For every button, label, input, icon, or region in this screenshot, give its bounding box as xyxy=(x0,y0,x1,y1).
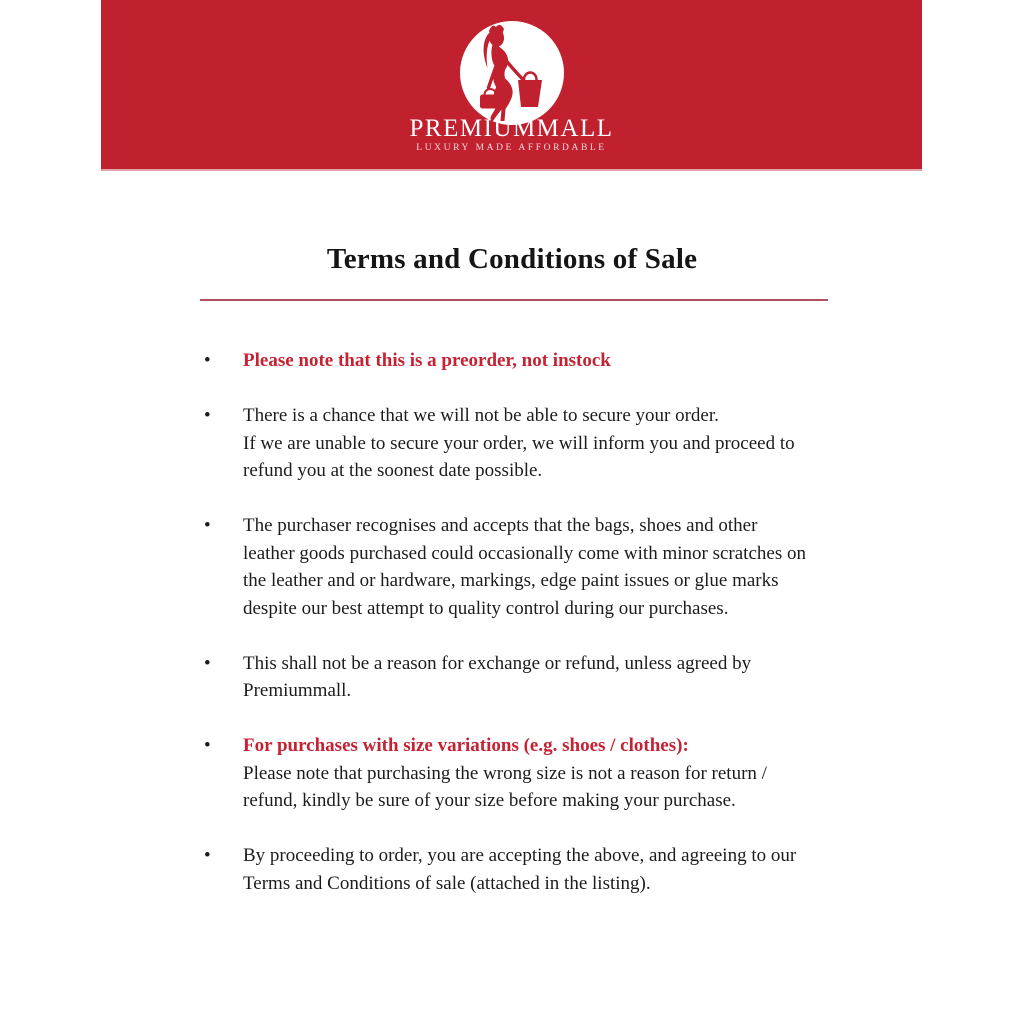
term-line: Terms and Conditions of sale (attached in the listing). xyxy=(243,872,651,894)
title-divider xyxy=(200,299,828,301)
bullet-marker: • xyxy=(204,735,211,756)
term-line: despite our best attempt to quality control during our purchases. xyxy=(243,597,729,619)
term-item xyxy=(203,732,863,815)
woman-shopper-icon xyxy=(460,21,564,125)
term-line: This shall not be a reason for exchange or refund, unless agreed by xyxy=(243,652,752,674)
brand-logo xyxy=(460,21,564,125)
term-line: refund, kindly be sure of your size before making your purchase. xyxy=(243,790,736,811)
term-line: Premiummall. xyxy=(243,680,352,701)
bullet-marker: • xyxy=(204,405,211,426)
term-line: The purchaser recognises and accepts that the bags, shoes and other xyxy=(243,515,758,536)
brand-banner xyxy=(101,0,922,171)
terms-list xyxy=(203,347,863,925)
page-title: Terms and Conditions of Sale xyxy=(326,243,698,275)
term-line: refund you at the soonest date possible. xyxy=(243,460,543,481)
brand-tagline: LUXURY MADE AFFORDABLE xyxy=(416,143,607,154)
bullet-marker: • xyxy=(204,845,211,866)
term-item xyxy=(203,842,863,897)
term-line: the leather and or hardware, markings, edge paint issues or glue marks xyxy=(243,570,779,591)
term-item xyxy=(203,512,863,622)
term-line: Please note that purchasing the wrong size is not a reason for return / xyxy=(243,762,767,784)
term-line: There is a chance that we will not be able to secure your order. xyxy=(243,405,719,426)
term-line: By proceeding to order, you are accepting the above, and agreeing to our xyxy=(243,845,797,866)
term-line-emphasis: For purchases with size variations (e.g. shoes / clothes): xyxy=(243,735,689,756)
term-line: If we are unable to secure your order, we will inform you and proceed to xyxy=(243,432,795,454)
term-line-emphasis: Please note that this is a preorder, not instock xyxy=(243,350,611,371)
term-item xyxy=(203,402,863,485)
bullet-marker: • xyxy=(204,350,211,371)
term-item xyxy=(203,347,863,375)
bullet-marker: • xyxy=(204,652,211,674)
brand-name: PREMIUMMALL xyxy=(409,115,614,142)
bullet-marker: • xyxy=(204,515,211,536)
term-line: leather goods purchased could occasionally come with minor scratches on xyxy=(243,542,806,564)
term-item xyxy=(203,650,863,705)
